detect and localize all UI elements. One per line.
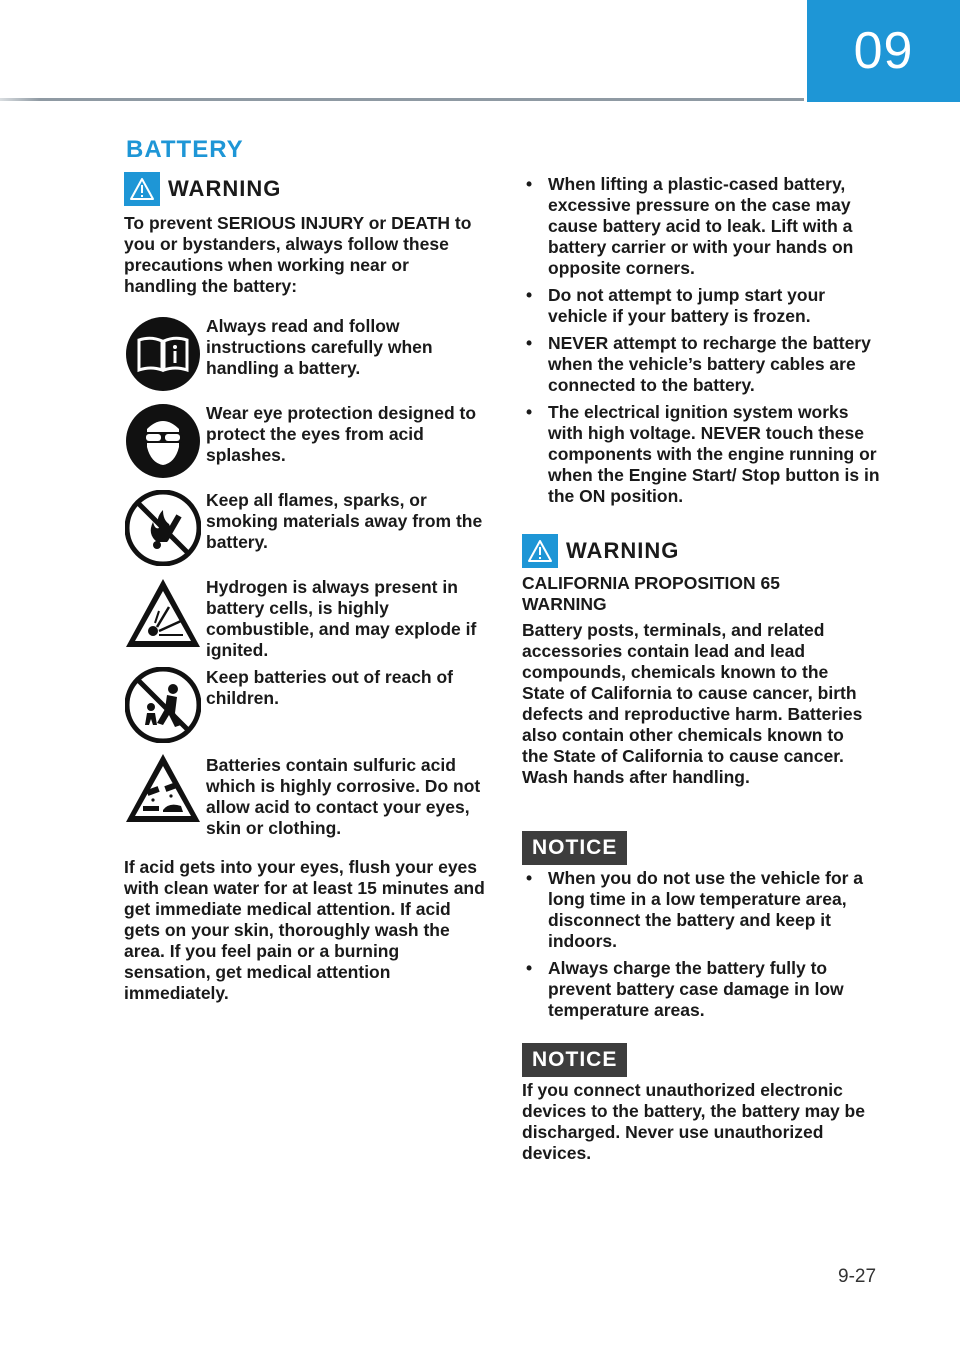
notice-body: If you connect unauthorized electronic devices to the battery, the battery may be discharged. Never use unauthorized devices. (522, 1080, 865, 1163)
chapter-number: 09 (853, 22, 914, 80)
manual-read-icon (125, 316, 201, 392)
notice-badge: NOTICE (522, 1043, 627, 1077)
explosive-icon (125, 577, 201, 653)
pictogram-text: Keep batteries out of reach of children. (206, 667, 453, 708)
list-item: • When lifting a plastic-cased battery, excessive pressure on the case may cause battery acid to leak. Lift with a battery carrier or with your hands on opposite corners. (522, 174, 888, 279)
corrosive-icon (125, 752, 201, 828)
list-item: • The electrical ignition system works with high voltage. NEVER touch these components with the engine running or when the Engine Start/ Stop button is in the ON position. (522, 402, 888, 507)
list-item: • Do not attempt to jump start your vehicle if your battery is frozen. (522, 285, 888, 327)
header-rule-fade (0, 98, 40, 101)
chapter-tab (807, 0, 960, 102)
pictogram-text: Always read and follow instructions carefully when handling a battery. (206, 316, 433, 378)
pictogram-text: Batteries contain sulfuric acid which is highly corrosive. Do not allow acid to contact your eyes, skin or clothing. (206, 755, 481, 838)
eye-protection-icon (125, 403, 201, 479)
prop65-body: Battery posts, terminals, and related accessories contain lead and lead compounds, chemicals known to the State of California to cause cancer, birth defects and reproductive harm. Batteries also contain other chemicals known to the State of California to cause cancer. Wash hands after handling. (522, 620, 863, 787)
warning-header (522, 534, 679, 568)
battery-precautions-list (522, 174, 888, 513)
warning-triangle-icon (124, 172, 160, 206)
warning-label: WARNING (566, 538, 680, 563)
warning-triangle-icon (522, 534, 558, 568)
pictogram-text: Hydrogen is always present in battery cells, is highly combustible, and may explode if ignited. (206, 577, 477, 660)
no-flames-icon (125, 490, 201, 566)
no-children-icon (125, 667, 201, 743)
prop65-heading: CALIFORNIA PROPOSITION 65 WARNING (522, 573, 780, 614)
list-item: • NEVER attempt to recharge the battery when the vehicle’s battery cables are connected to the battery. (522, 333, 888, 396)
page-number: 9-27 (838, 1266, 877, 1287)
list-item: • When you do not use the vehicle for a long time in a low temperature area, disconnect the battery and keep it indoors. (522, 868, 888, 952)
pictogram-text: Wear eye protection designed to protect the eyes from acid splashes. (206, 403, 477, 465)
notice-list (522, 868, 888, 1027)
warning-header (124, 172, 281, 206)
pictogram-text: Keep all flames, sparks, or smoking materials away from the battery. (206, 490, 483, 552)
header-rule (0, 98, 804, 101)
acid-first-aid-text: If acid gets into your eyes, flush your eyes with clean water for at least 15 minutes and get immediate medical attention. If acid gets on your skin, thoroughly wash the area. If you feel pain or a burning sensation, get medical attention immediately. (124, 857, 485, 1003)
list-item: • Always charge the battery fully to prevent battery case damage in low temperature areas. (522, 958, 888, 1021)
section-title: BATTERY (126, 136, 244, 163)
notice-badge: NOTICE (522, 831, 627, 865)
warning-intro: To prevent SERIOUS INJURY or DEATH to you or bystanders, always follow these precautions when working near or handling the battery: (124, 213, 472, 296)
warning-label: WARNING (168, 176, 282, 201)
